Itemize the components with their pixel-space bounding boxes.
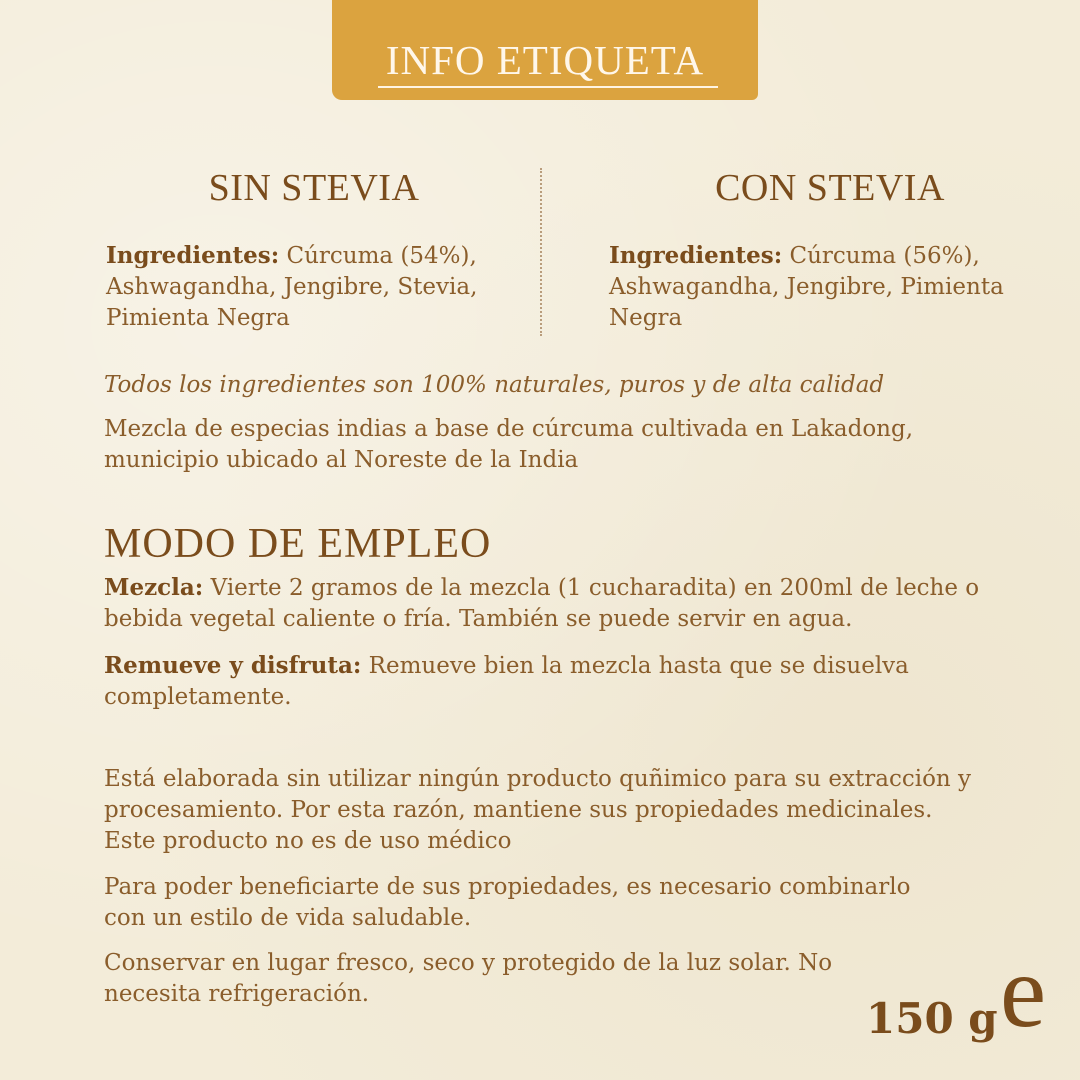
banner-underline: [378, 86, 718, 88]
lifestyle-line: Para poder beneficiarte de sus propiedades, es necesario combinarlo: [104, 874, 911, 900]
stir-line: completamente.: [104, 684, 292, 710]
ingredients-line: Cúrcuma (54%),: [286, 243, 477, 269]
con-stevia-ingredients: [609, 240, 1004, 334]
ingredients-line: Ashwagandha, Jengibre, Stevia,: [106, 274, 478, 300]
stir-label: Remueve y disfruta:: [104, 652, 362, 679]
net-weight: 150 g: [866, 994, 998, 1043]
storage-line: Conservar en lugar fresco, seco y protegido de la luz solar. No: [104, 950, 833, 976]
ingredients-line: Negra: [609, 305, 683, 331]
sin-stevia-title: SIN STEVIA: [208, 167, 420, 209]
process-note: [104, 764, 971, 857]
ingredients-line: Pimienta Negra: [106, 305, 290, 331]
stir-instructions: [104, 650, 909, 713]
con-stevia-title: CON STEVIA: [715, 167, 945, 209]
ingredients-line: Cúrcuma (56%),: [789, 243, 980, 269]
sin-stevia-ingredients: [106, 240, 477, 334]
mix-line: bebida vegetal caliente o fría. También se puede servir en agua.: [104, 606, 853, 632]
process-line: Está elaborada sin utilizar ningún producto quñimico para su extracción y: [104, 766, 972, 792]
brand-logo: e: [1000, 934, 1047, 1049]
header-banner: [332, 0, 758, 100]
banner-title: INFO ETIQUETA: [385, 37, 705, 83]
storage-note: [104, 948, 832, 1010]
origin-description: [104, 414, 913, 476]
ingredients-label: Ingredientes:: [106, 242, 280, 269]
mix-line: Vierte 2 gramos de la mezcla (1 cucharadita) en 200ml de leche o: [210, 575, 980, 601]
mix-label: Mezcla:: [104, 574, 204, 601]
origin-line: Mezcla de especias indias a base de cúrcuma cultivada en Lakadong,: [104, 416, 914, 442]
lifestyle-line: con un estilo de vida saludable.: [104, 905, 472, 931]
column-divider: [540, 168, 542, 336]
ingredients-line: Ashwagandha, Jengibre, Pimienta: [609, 274, 1004, 300]
origin-line: municipio ubicado al Noreste de la India: [104, 447, 579, 473]
mix-instructions: [104, 572, 979, 635]
usage-title: MODO DE EMPLEO: [104, 521, 492, 567]
natural-note: Todos los ingredientes son 100% naturales, puros y de alta calidad: [104, 372, 885, 398]
ingredients-label: Ingredientes:: [609, 242, 783, 269]
storage-line: necesita refrigeración.: [104, 981, 370, 1007]
process-line: procesamiento. Por esta razón, mantiene sus propiedades medicinales.: [104, 797, 933, 823]
stir-line: Remueve bien la mezcla hasta que se disuelva: [368, 653, 909, 679]
lifestyle-note: [104, 872, 910, 934]
process-line: Este producto no es de uso médico: [104, 828, 512, 854]
